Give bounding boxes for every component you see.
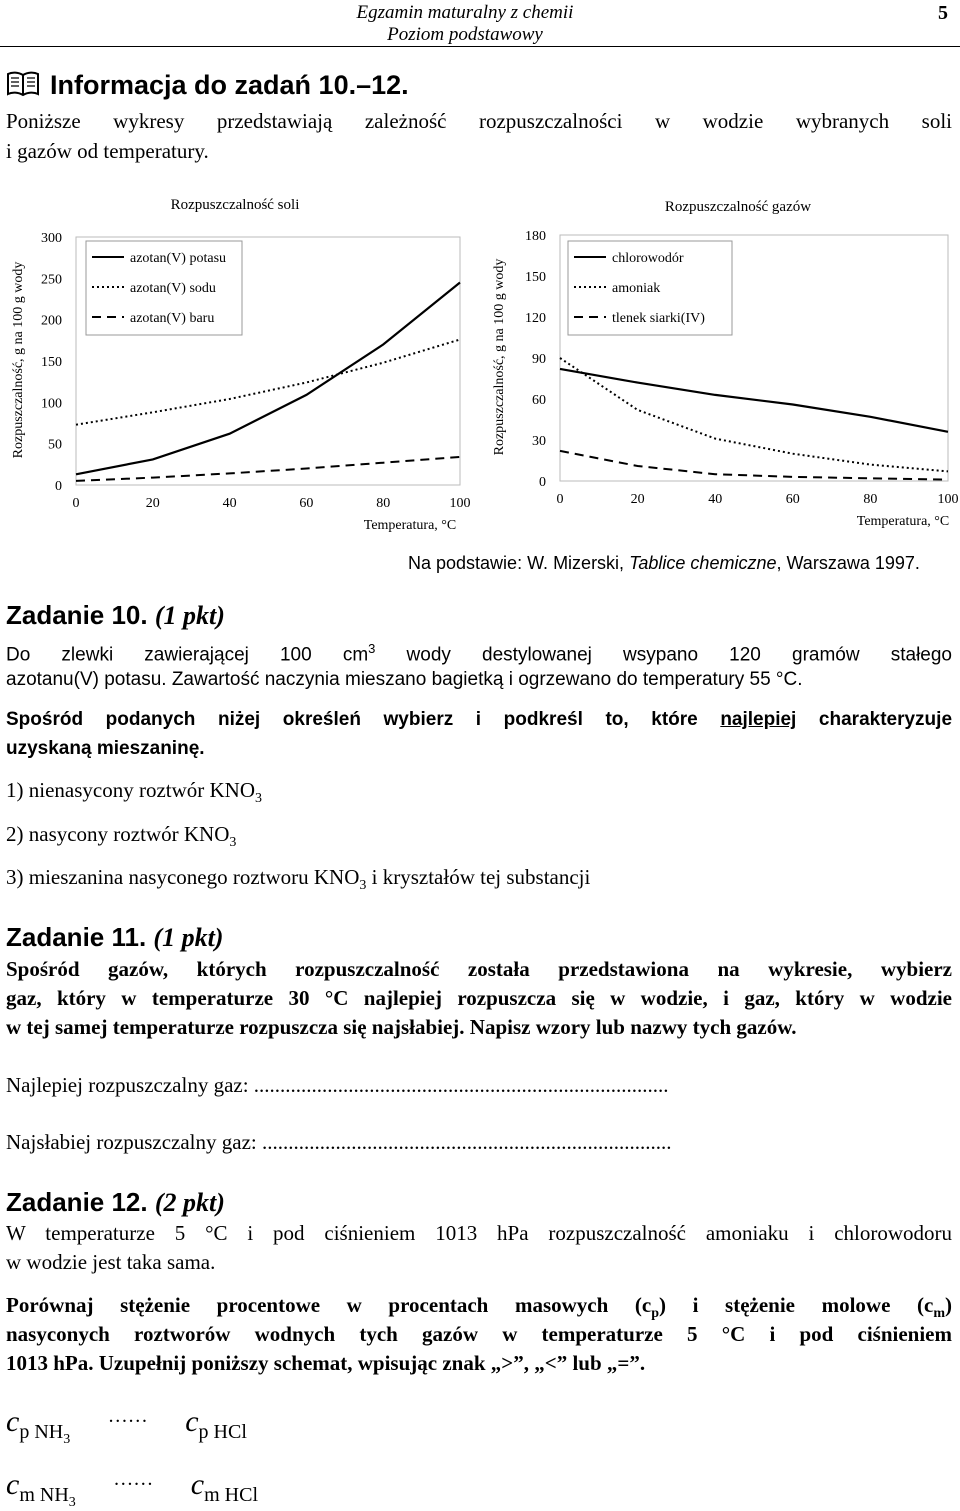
task10-p1b: wody destylowanej wsypano 120 gramów stałego [375, 644, 952, 666]
x-tick-label: 60 [299, 496, 314, 511]
y-tick-label: 30 [532, 434, 546, 449]
cm-hcl-c: c [190, 1468, 205, 1501]
option-2-sub: 3 [229, 835, 237, 851]
y-tick-label: 90 [532, 352, 546, 367]
chart-title: Rozpuszczalność soli [170, 197, 300, 213]
info-text-2: i gazów od temperatury. [6, 139, 209, 163]
legend-label-3: tlenek siarki(IV) [612, 311, 705, 326]
header [330, 2, 600, 46]
task12-b1a: Porównaj stężenie procentowe w procentach masowych (c [6, 1293, 652, 1317]
cp-nh3-sub [19, 1421, 71, 1447]
task12-b1b: ) i stężenie molowe (c [659, 1293, 934, 1317]
option-2-text: 2) nasycony roztwór KNO [6, 822, 230, 846]
task12-label: Zadanie 12. [6, 1187, 148, 1217]
gas-solubility-chart [492, 199, 959, 529]
task10-question-2: uzyskaną mieszaninę. [6, 738, 205, 759]
y-tick-label: 100 [41, 396, 62, 412]
task10-points: (1 pkt) [154, 601, 225, 630]
info-text-1: Poniższe wykresy przedstawiają zależność rozpuszczalności w wodzie wybranych soli [6, 109, 952, 133]
y-tick-label: 120 [525, 311, 546, 326]
option-3-text: 3) mieszanina nasyconego roztworu KNO [6, 865, 360, 889]
series-line-2 [76, 340, 460, 425]
source-book-title: Tablice chemiczne [629, 553, 777, 573]
y-tick-label: 250 [41, 272, 62, 288]
y-axis-label: Rozpuszczalność, g na 100 g wody [11, 261, 26, 459]
task12-title [6, 1187, 225, 1218]
scheme-row-cp [6, 1405, 247, 1448]
x-tick-label: 40 [708, 492, 723, 507]
scheme-row-cm [6, 1468, 258, 1511]
x-axis-label: Temperatura, °C [856, 514, 950, 529]
task12-bold-2: nasyconych roztworów wodnych tych gazów w temperaturze 5 °C i pod ciśnieniem [6, 1322, 952, 1346]
x-tick-label: 40 [222, 496, 237, 511]
cp-nh3-c: c [6, 1405, 20, 1438]
legend-label-1: chlorowodór [612, 251, 684, 266]
task11-points: (1 pkt) [153, 923, 224, 952]
book-icon [6, 70, 40, 103]
task12-line-2: w wodzie jest taka sama. [6, 1250, 216, 1274]
x-tick-label: 0 [556, 492, 564, 507]
task10-q1a: Spośród podanych niżej określeń wybierz i podkreśl to, które [6, 709, 721, 730]
option-3-sub: 3 [359, 878, 367, 894]
chart-title: Rozpuszczalność gazów [664, 199, 812, 215]
task12-line-1: W temperaturze 5 °C i pod ciśnieniem 1013 hPa rozpuszczalność amoniaku i chlorowodoru [6, 1221, 952, 1245]
cp-compare-slot[interactable]: …… [107, 1405, 148, 1427]
info-title: Informacja do zadań 10.–12. [50, 70, 409, 100]
task10-para-2: azotanu(V) potasu. Zawartość naczynia mieszano bagietką i ogrzewano do temperatury 55 °C. [6, 669, 803, 690]
cm-nh3-sub [19, 1484, 76, 1510]
cp-hcl-sub: p HCl [198, 1421, 247, 1443]
y-axis-label: Rozpuszczalność, g na 100 g wody [492, 258, 507, 456]
task11-answer-best[interactable]: Najlepiej rozpuszczalny gaz: ............................................................................... [6, 1073, 669, 1097]
series-line-3 [76, 457, 460, 481]
legend-label-1: azotan(V) potasu [130, 251, 227, 266]
y-tick-label: 150 [41, 355, 62, 370]
cm-nh3-three: 3 [68, 1495, 76, 1510]
option-1-text: 1) nienasycony roztwór KNO [6, 778, 256, 802]
x-tick-label: 80 [863, 492, 878, 507]
task11-title [6, 922, 223, 953]
y-tick-label: 0 [539, 475, 546, 490]
header-level: Poziom podstawowy [387, 24, 543, 45]
salt-solubility-chart [11, 197, 471, 533]
option-1-sub: 3 [255, 791, 263, 807]
y-tick-label: 50 [48, 437, 62, 453]
x-axis-label: Temperatura, °C [363, 518, 457, 533]
cp-hcl-c: c [185, 1405, 199, 1438]
task11-answer-worst[interactable]: Najsłabiej rozpuszczalny gaz: .............................................................................. [6, 1130, 672, 1154]
series-line-1 [560, 369, 948, 432]
page-number: 5 [938, 2, 948, 24]
task10-p1a: Do zlewki zawierającej 100 cm [6, 644, 369, 666]
task10-option-3[interactable] [6, 863, 590, 900]
y-tick-label: 180 [525, 229, 546, 244]
x-tick-label: 20 [145, 496, 160, 511]
x-tick-label: 20 [630, 492, 645, 507]
task10-q1b: charakteryzuje [796, 709, 953, 730]
x-tick-label: 100 [449, 496, 471, 511]
source-note [408, 553, 920, 574]
task10-question-1 [6, 705, 952, 734]
task10-option-2[interactable] [6, 820, 236, 857]
legend-label-2: azotan(V) sodu [130, 281, 216, 296]
legend-label-3: azotan(V) baru [130, 311, 215, 326]
task10-p1sup: 3 [368, 641, 376, 656]
option-3-tail: i kryształów tej substancji [366, 865, 591, 889]
task12-b1p: p [651, 1306, 660, 1322]
cm-nh3-c: c [6, 1468, 20, 1501]
series-line-3 [560, 451, 948, 480]
x-tick-label: 80 [376, 496, 391, 511]
task10-option-1[interactable] [6, 776, 262, 813]
legend-label-2: amoniak [612, 281, 661, 296]
charts-svg [0, 185, 960, 540]
y-tick-label: 200 [41, 313, 62, 329]
task12-points: (2 pkt) [154, 1188, 225, 1217]
task10-q1-underlined: najlepiej [720, 709, 797, 730]
source-prefix: Na podstawie: W. Mizerski, [408, 553, 630, 573]
series-line-2 [560, 358, 948, 471]
y-tick-label: 60 [532, 393, 546, 408]
task11-label: Zadanie 11. [6, 922, 147, 952]
cm-hcl-sub: m HCl [204, 1484, 259, 1506]
cm-nh3-label: m NH [19, 1484, 69, 1506]
y-tick-label: 0 [55, 479, 62, 494]
y-tick-label: 300 [41, 231, 62, 246]
x-tick-label: 100 [937, 492, 959, 507]
task10-label: Zadanie 10. [6, 600, 148, 630]
cp-nh3-three: 3 [63, 1432, 71, 1447]
cm-compare-slot[interactable]: …… [113, 1468, 154, 1490]
cp-nh3-label: p NH [19, 1421, 64, 1443]
task12-bold-3: 1013 hPa. Uzupełnij poniższy schemat, wpisując znak „>”, „<” lub „=”. [6, 1351, 646, 1375]
x-tick-label: 60 [785, 492, 800, 507]
task11-line-1: Spośród gazów, których rozpuszczalność została przedstawiona na wykresie, wybierz [6, 957, 952, 981]
task12-b1m: m [933, 1306, 945, 1322]
header-rule [0, 46, 960, 47]
header-subject: Egzamin maturalny z chemii [356, 2, 574, 23]
task11-line-2: gaz, który w temperaturze 30 °C najlepiej rozpuszcza się w wodzie, i gaz, który w wodzie [6, 986, 952, 1010]
source-suffix: , Warszawa 1997. [776, 553, 920, 573]
y-tick-label: 150 [525, 270, 546, 285]
x-tick-label: 0 [72, 496, 80, 511]
task11-line-3: w tej samej temperaturze rozpuszcza się najsłabiej. Napisz wzory lub nazwy tych gazów. [6, 1015, 797, 1039]
task10-title [6, 600, 225, 631]
task12-b1c: ) [945, 1293, 952, 1317]
